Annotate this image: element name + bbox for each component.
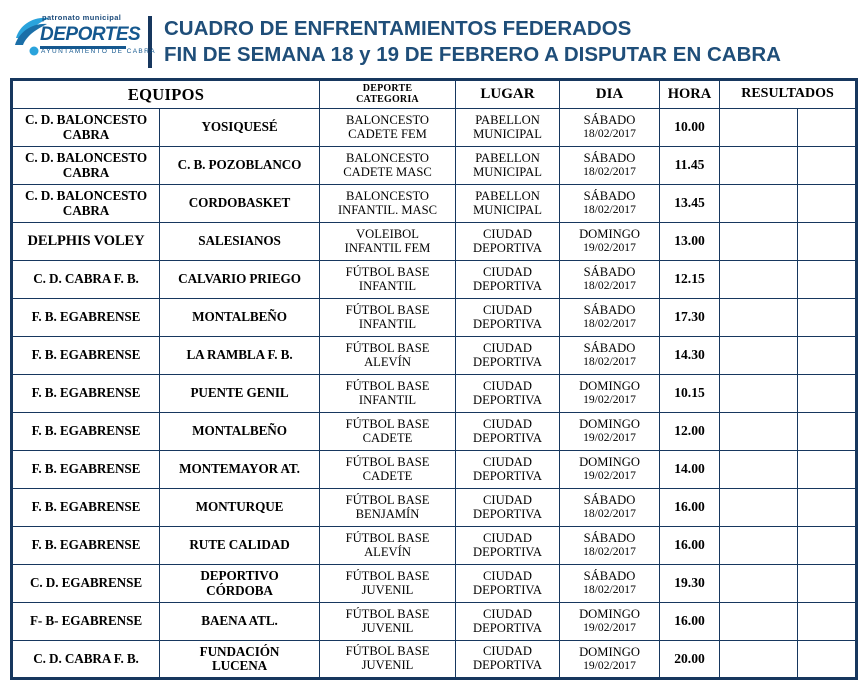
cell-sport: [320, 489, 456, 527]
day-date: 18/02/2017: [583, 545, 636, 559]
place-line2: DEPORTIVA: [473, 620, 542, 635]
column-header-equipos: EQUIPOS: [12, 80, 320, 109]
team-home-line1: C. D. BALONCESTO: [24, 150, 147, 166]
cell-day: [560, 527, 660, 565]
document-header: [0, 0, 865, 78]
place-line2: DEPORTIVA: [473, 392, 542, 407]
place-line2: DEPORTIVA: [473, 544, 542, 559]
logo-sub-text: AYUNTAMIENTO DE CABRA: [41, 48, 156, 55]
sport-line1: FÚTBOL BASE: [345, 644, 430, 659]
cell-sport: [320, 413, 456, 451]
place-line1: PABELLON: [475, 112, 540, 127]
place-line1: CIUDAD: [483, 644, 532, 659]
place-line2: DEPORTIVA: [473, 430, 542, 445]
cell-team-away: MONTALBEÑO: [160, 299, 320, 337]
team-home-line1: C. D. BALONCESTO: [24, 188, 147, 204]
team-home-line1: F. B. EGABRENSE: [31, 461, 141, 477]
cell-result-away[interactable]: [798, 489, 857, 527]
cell-result-home[interactable]: [720, 109, 798, 147]
cell-hour: 17.30: [660, 299, 720, 337]
cell-day: [560, 299, 660, 337]
sport-line2: CADETE: [362, 430, 413, 445]
cell-team-away: CALVARIO PRIEGO: [160, 261, 320, 299]
cell-team-home: [12, 451, 160, 489]
column-header-resultados: RESULTADOS: [720, 80, 857, 109]
day-name: SÁBADO: [583, 569, 636, 584]
sport-line2: INFANTIL: [358, 392, 417, 407]
table-row: [12, 527, 857, 565]
cell-hour: 10.00: [660, 109, 720, 147]
table-row: [12, 223, 857, 261]
day-date: 19/02/2017: [583, 241, 636, 255]
cell-hour: 13.00: [660, 223, 720, 261]
place-line1: CIUDAD: [483, 416, 532, 431]
table-header-row: [12, 80, 857, 109]
sport-line2: JUVENIL: [361, 658, 414, 672]
cell-result-home[interactable]: [720, 565, 798, 603]
cell-result-away[interactable]: [798, 223, 857, 261]
cell-place: [456, 223, 560, 261]
cell-hour: 11.45: [660, 147, 720, 185]
sport-line1: FÚTBOL BASE: [345, 492, 430, 507]
cell-result-away[interactable]: [798, 299, 857, 337]
place-line1: CIUDAD: [483, 226, 532, 241]
deportes-logo: [14, 12, 156, 58]
cell-place: [456, 565, 560, 603]
cell-place: [456, 489, 560, 527]
table-row: [12, 603, 857, 641]
day-date: 18/02/2017: [583, 127, 636, 141]
day-date: 18/02/2017: [583, 165, 636, 179]
cell-team-away: RUTE CALIDAD: [160, 527, 320, 565]
day-name: SÁBADO: [583, 493, 636, 508]
cell-result-home[interactable]: [720, 603, 798, 641]
day-name: DOMINGO: [579, 607, 640, 622]
cell-result-home[interactable]: [720, 147, 798, 185]
sport-line2: INFANTIL. MASC: [337, 202, 438, 217]
sport-line2: BENJAMÍN: [355, 506, 420, 521]
cell-result-away[interactable]: [798, 565, 857, 603]
day-name: SÁBADO: [583, 189, 636, 204]
cell-sport: [320, 261, 456, 299]
team-home-line2: CABRA: [62, 126, 110, 142]
table-row: [12, 565, 857, 603]
cell-hour: 19.30: [660, 565, 720, 603]
place-line1: CIUDAD: [483, 492, 532, 507]
sport-line1: FÚTBOL BASE: [345, 530, 430, 545]
cell-result-home[interactable]: [720, 527, 798, 565]
cell-sport: [320, 375, 456, 413]
day-name: SÁBADO: [583, 151, 636, 166]
sport-line1: FÚTBOL BASE: [345, 606, 430, 621]
cell-team-away: C. B. POZOBLANCO: [160, 147, 320, 185]
cell-day: [560, 489, 660, 527]
cell-sport: [320, 565, 456, 603]
cell-day: [560, 223, 660, 261]
cell-team-away: MONTEMAYOR AT.: [160, 451, 320, 489]
cell-team-home: [12, 109, 160, 147]
cell-team-home: [12, 223, 160, 261]
cell-result-away[interactable]: [798, 185, 857, 223]
cell-result-away[interactable]: [798, 527, 857, 565]
cell-team-home: [12, 147, 160, 185]
table-body: [12, 109, 857, 679]
page-title-line1: CUADRO DE ENFRENTAMIENTOS FEDERADOS: [164, 17, 632, 40]
team-away-line1: DEPORTIVO: [200, 568, 279, 584]
cell-result-away[interactable]: [798, 375, 857, 413]
sport-line1: FÚTBOL BASE: [345, 416, 430, 431]
team-away-line1: FUNDACIÓN: [199, 643, 280, 659]
place-line1: CIUDAD: [483, 264, 532, 279]
cell-result-away[interactable]: [798, 261, 857, 299]
cell-result-home[interactable]: [720, 185, 798, 223]
team-away-line2: LUCENA: [211, 658, 268, 673]
table-row: [12, 185, 857, 223]
table-row: [12, 261, 857, 299]
place-line1: CIUDAD: [483, 378, 532, 393]
cell-sport: [320, 223, 456, 261]
day-date: 19/02/2017: [583, 431, 636, 445]
sport-line2: JUVENIL: [361, 620, 414, 635]
sport-line2: INFANTIL FEM: [344, 240, 431, 255]
cell-team-home: [12, 413, 160, 451]
place-line2: DEPORTIVA: [473, 658, 542, 672]
team-home-line2: CABRA: [62, 164, 110, 180]
day-name: SÁBADO: [583, 265, 636, 280]
sport-line1: BALONCESTO: [345, 150, 430, 165]
place-line2: MUNICIPAL: [473, 126, 542, 141]
sport-line2: INFANTIL: [358, 278, 417, 293]
cell-hour: 10.15: [660, 375, 720, 413]
cell-hour: 16.00: [660, 527, 720, 565]
place-line2: DEPORTIVA: [473, 354, 542, 369]
cell-day: [560, 565, 660, 603]
cell-hour: 14.00: [660, 451, 720, 489]
cell-team-home: [12, 185, 160, 223]
team-home-line1: F. B. EGABRENSE: [31, 347, 141, 363]
cell-team-away: YOSIQUESÉ: [160, 109, 320, 147]
sport-line2: INFANTIL: [358, 316, 417, 331]
sport-line1: FÚTBOL BASE: [345, 378, 430, 393]
cell-day: [560, 147, 660, 185]
sport-line1: FÚTBOL BASE: [345, 454, 430, 469]
cell-team-away: PUENTE GENIL: [160, 375, 320, 413]
team-home-line1: F. B. EGABRENSE: [31, 309, 141, 325]
place-line1: CIUDAD: [483, 340, 532, 355]
cell-day: [560, 413, 660, 451]
day-name: SÁBADO: [583, 341, 636, 356]
cell-result-away[interactable]: [798, 603, 857, 641]
column-header-deporte-categoria: [320, 80, 456, 109]
cell-sport: [320, 451, 456, 489]
sport-line1: FÚTBOL BASE: [345, 340, 430, 355]
day-name: DOMINGO: [579, 379, 640, 394]
cell-sport: [320, 641, 456, 679]
cell-hour: 14.30: [660, 337, 720, 375]
table-row: [12, 337, 857, 375]
place-line2: DEPORTIVA: [473, 468, 542, 483]
column-header-hora: HORA: [660, 80, 720, 109]
cell-team-away: LA RAMBLA F. B.: [160, 337, 320, 375]
schedule-table: [10, 78, 858, 680]
place-line1: CIUDAD: [483, 530, 532, 545]
team-home-line1: C. D. CABRA F. B.: [33, 271, 139, 287]
day-name: DOMINGO: [579, 455, 640, 470]
sport-line1: VOLEIBOL: [356, 226, 419, 241]
cell-result-home[interactable]: [720, 337, 798, 375]
day-date: 18/02/2017: [583, 279, 636, 293]
place-line2: DEPORTIVA: [473, 240, 542, 255]
cell-team-home: [12, 527, 160, 565]
sport-line2: CADETE: [362, 468, 413, 483]
cell-sport: [320, 603, 456, 641]
table-row: [12, 641, 857, 679]
cell-result-home[interactable]: [720, 641, 798, 679]
cell-place: [456, 337, 560, 375]
table-row: [12, 147, 857, 185]
cell-result-away[interactable]: [798, 337, 857, 375]
cell-place: [456, 527, 560, 565]
cell-day: [560, 337, 660, 375]
cell-sport: [320, 337, 456, 375]
sport-line1: BALONCESTO: [345, 188, 430, 203]
team-home-line1: C. D. BALONCESTO: [24, 112, 147, 128]
team-home-line1: DELPHIS VOLEY: [27, 232, 145, 249]
column-header-deporte: DEPORTE: [362, 83, 413, 94]
sport-line1: BALONCESTO: [345, 112, 430, 127]
cell-result-away[interactable]: [798, 451, 857, 489]
sport-line1: FÚTBOL BASE: [345, 264, 430, 279]
sport-line1: FÚTBOL BASE: [345, 302, 430, 317]
place-line2: DEPORTIVA: [473, 506, 542, 521]
cell-team-home: [12, 565, 160, 603]
cell-result-away[interactable]: [798, 641, 857, 679]
day-name: SÁBADO: [583, 303, 636, 318]
sport-line2: ALEVÍN: [364, 544, 411, 559]
day-name: DOMINGO: [579, 644, 640, 659]
column-header-lugar: LUGAR: [456, 80, 560, 109]
column-header-dia: DIA: [560, 80, 660, 109]
cell-result-home[interactable]: [720, 451, 798, 489]
cell-sport: [320, 299, 456, 337]
sport-line2: ALEVÍN: [364, 354, 411, 369]
day-name: SÁBADO: [583, 531, 636, 546]
schedule-table-wrap: [0, 78, 865, 680]
place-line1: CIUDAD: [483, 606, 532, 621]
cell-result-away[interactable]: [798, 109, 857, 147]
table-row: [12, 451, 857, 489]
team-home-line2: CABRA: [62, 202, 110, 218]
cell-team-home: [12, 489, 160, 527]
table-row: [12, 489, 857, 527]
cell-team-home: [12, 603, 160, 641]
cell-team-home: [12, 261, 160, 299]
cell-place: [456, 147, 560, 185]
place-line2: DEPORTIVA: [473, 278, 542, 293]
page-title: [148, 16, 781, 68]
cell-result-home[interactable]: [720, 375, 798, 413]
sport-line2: CADETE FEM: [348, 126, 427, 141]
table-row: [12, 109, 857, 147]
cell-team-away: [160, 565, 320, 603]
cell-result-home[interactable]: [720, 413, 798, 451]
table-head: [12, 80, 857, 109]
cell-hour: 13.45: [660, 185, 720, 223]
table-row: [12, 299, 857, 337]
cell-result-home[interactable]: [720, 299, 798, 337]
cell-team-home: [12, 299, 160, 337]
team-home-line1: F. B. EGABRENSE: [31, 423, 141, 439]
day-date: 18/02/2017: [583, 203, 636, 217]
logo-top-text: patronato municipal: [42, 13, 122, 22]
cell-team-away: MONTURQUE: [160, 489, 320, 527]
cell-hour: 12.00: [660, 413, 720, 451]
team-home-line1: F. B. EGABRENSE: [31, 499, 141, 515]
place-line1: PABELLON: [475, 150, 540, 165]
cell-team-away: [160, 641, 320, 679]
cell-day: [560, 185, 660, 223]
cell-day: [560, 109, 660, 147]
cell-day: [560, 603, 660, 641]
cell-result-home[interactable]: [720, 261, 798, 299]
day-date: 19/02/2017: [583, 469, 636, 483]
cell-day: [560, 375, 660, 413]
cell-place: [456, 603, 560, 641]
column-header-categoria: CATEGORIA: [356, 93, 419, 105]
cell-team-away: SALESIANOS: [160, 223, 320, 261]
table-row: [12, 375, 857, 413]
day-date: 19/02/2017: [583, 621, 636, 635]
sport-line2: CADETE MASC: [343, 164, 432, 179]
sport-line2: JUVENIL: [361, 582, 414, 597]
team-home-line1: C. D. CABRA F. B.: [33, 650, 139, 666]
day-name: SÁBADO: [583, 113, 636, 128]
cell-result-home[interactable]: [720, 489, 798, 527]
cell-hour: 16.00: [660, 489, 720, 527]
cell-hour: 12.15: [660, 261, 720, 299]
cell-place: [456, 451, 560, 489]
day-name: DOMINGO: [579, 227, 640, 242]
team-home-line1: F- B- EGABRENSE: [29, 613, 143, 629]
place-line1: PABELLON: [475, 188, 540, 203]
cell-place: [456, 299, 560, 337]
team-away-line2: CÓRDOBA: [206, 582, 273, 598]
day-date: 18/02/2017: [583, 317, 636, 331]
day-date: 18/02/2017: [583, 507, 636, 521]
cell-team-home: [12, 375, 160, 413]
place-line1: CIUDAD: [483, 454, 532, 469]
cell-result-home[interactable]: [720, 223, 798, 261]
cell-result-away[interactable]: [798, 413, 857, 451]
place-line2: MUNICIPAL: [473, 202, 542, 217]
cell-place: [456, 641, 560, 679]
cell-place: [456, 185, 560, 223]
cell-hour: 20.00: [660, 641, 720, 679]
cell-place: [456, 261, 560, 299]
day-date: 18/02/2017: [583, 355, 636, 369]
day-date: 19/02/2017: [583, 658, 636, 672]
cell-day: [560, 261, 660, 299]
cell-sport: [320, 185, 456, 223]
cell-team-away: BAENA ATL.: [160, 603, 320, 641]
team-home-line1: C. D. EGABRENSE: [29, 575, 143, 591]
team-home-line1: F. B. EGABRENSE: [31, 537, 141, 553]
cell-sport: [320, 109, 456, 147]
place-line1: CIUDAD: [483, 302, 532, 317]
cell-day: [560, 451, 660, 489]
cell-hour: 16.00: [660, 603, 720, 641]
cell-sport: [320, 147, 456, 185]
place-line2: DEPORTIVA: [473, 316, 542, 331]
place-line2: MUNICIPAL: [473, 164, 542, 179]
table-row: [12, 413, 857, 451]
cell-result-away[interactable]: [798, 147, 857, 185]
team-home-line1: F. B. EGABRENSE: [31, 385, 141, 401]
cell-team-home: [12, 641, 160, 679]
cell-sport: [320, 527, 456, 565]
cell-day: [560, 641, 660, 679]
day-name: DOMINGO: [579, 417, 640, 432]
day-date: 19/02/2017: [583, 393, 636, 407]
logo-main-text: DEPORTES: [40, 24, 141, 45]
place-line1: CIUDAD: [483, 568, 532, 583]
page-title-line2: FIN DE SEMANA 18 y 19 DE FEBRERO A DISPUTAR EN CABRA: [164, 42, 781, 66]
cell-team-away: MONTALBEÑO: [160, 413, 320, 451]
cell-team-away: CORDOBASKET: [160, 185, 320, 223]
sport-line1: FÚTBOL BASE: [345, 568, 430, 583]
day-date: 18/02/2017: [583, 583, 636, 597]
cell-place: [456, 109, 560, 147]
cell-place: [456, 375, 560, 413]
cell-place: [456, 413, 560, 451]
place-line2: DEPORTIVA: [473, 582, 542, 597]
cell-team-home: [12, 337, 160, 375]
